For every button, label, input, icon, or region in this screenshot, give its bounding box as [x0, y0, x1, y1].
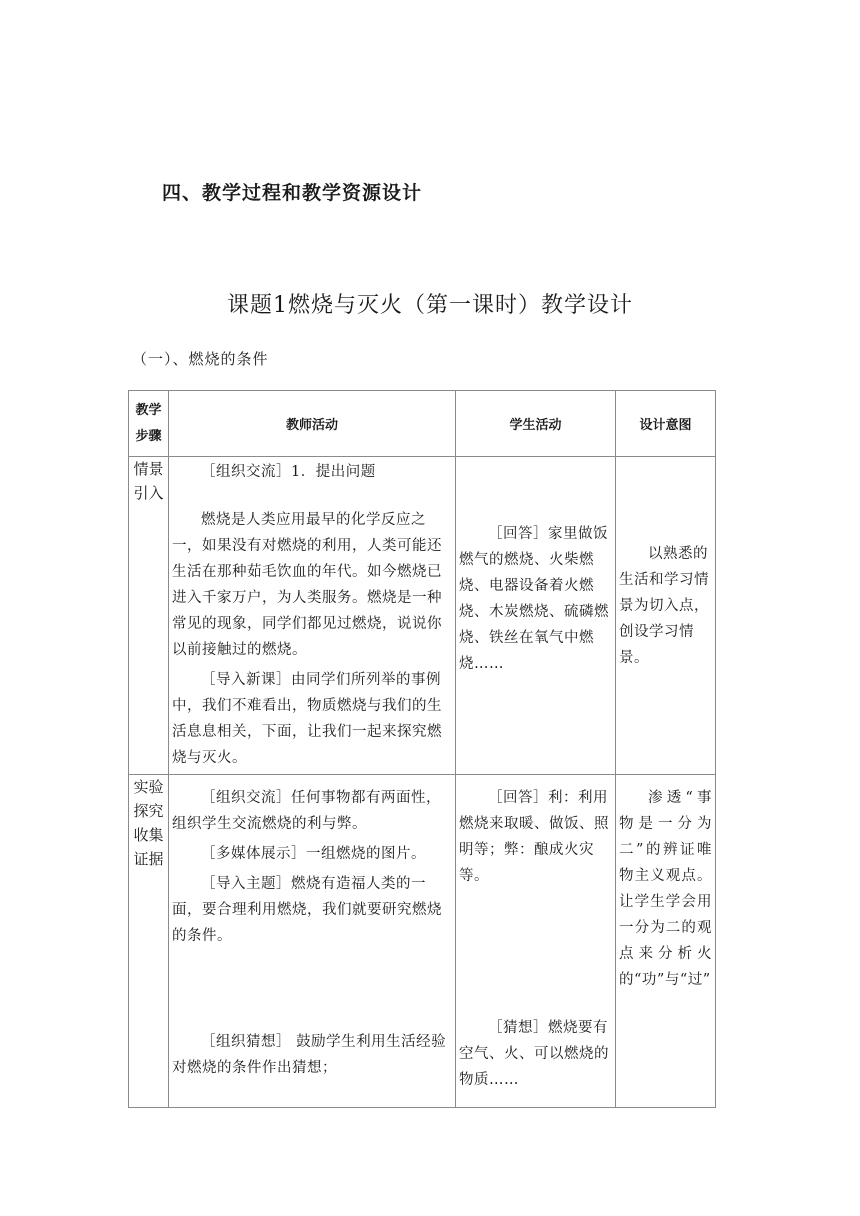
teacher-activity-text: ［导入主题］燃烧有造福人类的一面，要合理利用燃烧，我们就要研究燃烧的条件。	[172, 876, 442, 944]
step-cell	[129, 457, 169, 775]
design-intent-cell	[616, 775, 716, 1108]
step-cell	[129, 775, 169, 1108]
table-row	[129, 775, 716, 1108]
teacher-activity-text: 燃烧是人类应用最早的化学反应之一，如果没有对燃烧的利用，人类可能还生活在那种茹毛饮血的年代。如今燃烧已进入千家万户，为人类服务。燃烧是一种常见的现象，同学们都见过燃烧，说说你以前接触过的燃烧。	[172, 512, 442, 658]
teacher-activity-text: ［多媒体展示］一组燃烧的图片。	[201, 846, 426, 862]
header-step	[129, 391, 169, 457]
step-label: 情景	[133, 460, 164, 478]
teacher-activity-text: ［导入新课］由同学们所列举的事例中，我们不难看出，物质燃烧与我们的生活息息相关，下面，让我们一起来探究燃烧与灭火。	[172, 672, 442, 766]
table-header-row	[129, 391, 716, 457]
step-label: 实验	[133, 778, 164, 796]
section-heading: 四、教学过程和教学资源设计	[162, 182, 423, 204]
header-student-activity: 学生活动	[456, 391, 616, 457]
design-intent-text: 渗透“事物是一分为二”的辨证唯物主义观点。让学生学会用一分为二的观点来分析火的“功”与“过”	[619, 790, 712, 988]
design-intent-text: 以熟悉的生活和学习情景为切入点，创设学习情景。	[619, 546, 709, 666]
teacher-activity-cell	[169, 775, 456, 1108]
sub-heading: （一）、燃烧的条件	[132, 350, 269, 368]
design-intent-cell	[616, 457, 716, 775]
document-title: 课题1燃烧与灭火（第一课时）教学设计	[227, 293, 633, 318]
header-step-line1: 教学	[135, 402, 162, 418]
teacher-activity-cell	[169, 457, 456, 775]
table-row	[129, 457, 716, 775]
student-activity-text: ［猜想］燃烧要有空气、火、可以燃烧的物质……	[459, 1020, 609, 1088]
lesson-plan-table	[128, 390, 716, 1108]
header-teacher-activity: 教师活动	[169, 391, 456, 457]
student-activity-text: ［回答］家里做饭燃气的燃烧、火柴燃烧、电器设备着火燃烧、木炭燃烧、硫磷燃烧、铁丝在氧气中燃烧……	[459, 526, 609, 672]
step-label: 引入	[133, 484, 164, 502]
header-design-intent: 设计意图	[616, 391, 716, 457]
teacher-activity-text: ［组织猜想］ 鼓励学生利用生活经验对燃烧的条件作出猜想；	[172, 1034, 447, 1076]
step-label: 证据	[133, 850, 164, 868]
step-label: 探究	[133, 802, 164, 820]
header-step-line2: 步骤	[135, 428, 162, 444]
teacher-activity-text: ［组织交流］1．提出问题	[201, 464, 376, 480]
student-activity-text: ［回答］利：利用燃烧来取暖、做饭、照明等；弊：酿成火灾等。	[459, 790, 609, 884]
student-activity-cell	[456, 457, 616, 775]
teacher-activity-text: ［组织交流］任何事物都有两面性，组织学生交流燃烧的利与弊。	[172, 790, 441, 832]
student-activity-cell	[456, 775, 616, 1108]
step-label: 收集	[133, 826, 164, 844]
